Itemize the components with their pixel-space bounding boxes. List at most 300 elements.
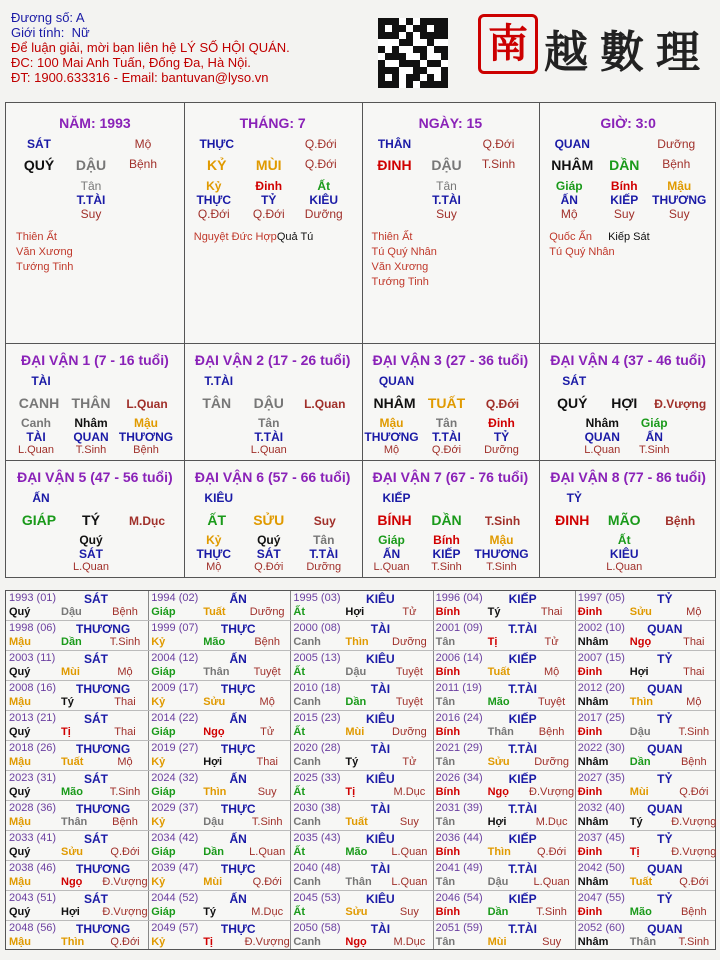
year-label: 2018 (26)	[9, 742, 57, 754]
pillar-ten-god: QUAN	[554, 137, 590, 151]
qr-module	[378, 60, 385, 67]
year-chi: Dậu	[203, 816, 224, 828]
qr-code[interactable]	[378, 18, 448, 88]
year-state: Tuyệt	[538, 696, 566, 708]
year-can: Mậu	[9, 636, 31, 648]
year-can: Giáp	[151, 846, 176, 858]
year-ten-god: KIẾP	[508, 592, 537, 606]
year-label: 2026 (34)	[435, 772, 483, 784]
year-ten-god: THỰC	[220, 622, 256, 636]
year-chi: Sửu	[61, 846, 84, 858]
year-cell[interactable]	[433, 711, 575, 741]
qr-module	[385, 25, 392, 32]
year-label: 2001 (09)	[435, 622, 483, 634]
hidden-ten-god: QUAN	[73, 430, 109, 444]
hidden-stem: Mậu	[667, 179, 692, 193]
year-chi: Dậu	[487, 876, 509, 888]
year-label: 2007 (15)	[577, 652, 625, 664]
year-chi: Dần	[203, 846, 224, 858]
year-ten-god: SÁT	[84, 772, 108, 786]
hidden-stem: Tân	[258, 416, 280, 430]
year-label: 2024 (32)	[151, 772, 199, 784]
year-ten-god: KIÊU	[366, 772, 395, 786]
qr-module	[420, 53, 427, 60]
year-cell[interactable]	[148, 861, 290, 891]
year-ten-god: TỶ	[657, 772, 673, 786]
year-cell[interactable]	[6, 831, 148, 861]
year-ten-god: QUAN	[647, 922, 683, 936]
dai-van-chi-state: L.Quan	[304, 397, 346, 411]
hidden-state: T.Sinh	[75, 444, 107, 456]
hidden-stem: Mậu	[134, 416, 158, 430]
year-cell[interactable]	[575, 891, 717, 921]
year-cell[interactable]	[148, 681, 290, 711]
year-label: 2035 (43)	[293, 832, 341, 844]
year-can: Đinh	[577, 666, 603, 678]
year-ten-god: THƯƠNG	[76, 862, 131, 876]
year-chi: Dần	[345, 696, 367, 708]
qr-module	[434, 74, 441, 81]
qr-module	[399, 39, 406, 46]
qr-module	[406, 18, 413, 25]
year-ten-god: QUAN	[647, 862, 683, 876]
year-cell[interactable]	[433, 651, 575, 681]
year-cell[interactable]	[148, 771, 290, 801]
year-label: 2033 (41)	[9, 832, 57, 844]
qr-module	[434, 81, 441, 88]
dai-van-chi-state: Q.Đới	[485, 397, 520, 411]
year-ten-god: TỶ	[657, 832, 673, 846]
year-ten-god: T.TÀI	[508, 862, 537, 876]
qr-module	[406, 60, 413, 67]
year-cell[interactable]	[290, 711, 432, 741]
year-chi: Dần	[61, 636, 82, 648]
year-ten-god: TỶ	[657, 592, 673, 606]
year-state: Q.Đới	[252, 876, 282, 888]
qr-module	[420, 39, 427, 46]
year-chi: Thìn	[203, 786, 227, 798]
year-chi: Thân	[487, 726, 514, 738]
pillar-0	[6, 103, 184, 343]
year-chi: Tý	[345, 756, 359, 768]
year-can: Bính	[435, 846, 461, 858]
hidden-state: T.Sinh	[486, 561, 517, 573]
star: Quả Tú	[276, 231, 314, 243]
year-chi: Mão	[203, 636, 226, 648]
year-ten-god: TÀI	[370, 682, 391, 696]
year-state: Tử	[544, 636, 559, 648]
year-cell[interactable]	[6, 741, 148, 771]
year-cell[interactable]	[575, 681, 717, 711]
year-can: Kỷ	[151, 876, 166, 888]
year-cell[interactable]	[290, 921, 432, 951]
year-can: Mậu	[9, 816, 31, 828]
year-ten-god: ẤN	[229, 652, 247, 666]
hidden-state: L.Quan	[72, 561, 110, 573]
year-state: T.Sinh	[678, 726, 710, 738]
year-cell[interactable]	[290, 681, 432, 711]
qr-module	[406, 81, 413, 88]
year-cell[interactable]	[148, 891, 290, 921]
pillar-ten-god: SÁT	[27, 137, 51, 151]
year-can: Canh	[293, 696, 321, 708]
dai-van-4	[539, 344, 717, 460]
qr-module	[406, 32, 413, 39]
year-state: Thai	[683, 666, 705, 678]
logo-text: 越數理	[544, 27, 712, 78]
year-cell[interactable]	[290, 741, 432, 771]
year-can: Mậu	[9, 936, 31, 948]
qr-module	[378, 74, 385, 81]
dai-van-3	[362, 344, 540, 460]
year-chi: Thìn	[345, 636, 369, 648]
qr-module	[406, 46, 413, 53]
year-state: T.Sinh	[251, 816, 283, 828]
hidden-stem: Bính	[610, 179, 638, 193]
pillar-title: NĂM: 1993	[59, 115, 131, 131]
hidden-state: Suy	[80, 207, 102, 221]
year-can: Canh	[293, 876, 321, 888]
year-cell[interactable]	[290, 801, 432, 831]
qr-module	[392, 46, 399, 53]
hidden-ten-god: TỶ	[493, 430, 510, 444]
year-cell[interactable]	[148, 801, 290, 831]
year-cell[interactable]	[433, 831, 575, 861]
year-state: Bệnh	[680, 756, 707, 768]
year-can: Giáp	[151, 786, 176, 798]
hidden-ten-god: THƯƠNG	[652, 193, 707, 207]
year-label: 2009 (17)	[151, 682, 199, 694]
qr-module	[399, 32, 406, 39]
year-cell[interactable]	[290, 651, 432, 681]
year-ten-god: T.TÀI	[508, 742, 537, 756]
year-cell[interactable]	[290, 891, 432, 921]
hidden-stem: Ất	[317, 179, 331, 193]
qr-module	[399, 18, 406, 25]
year-cell[interactable]	[433, 861, 575, 891]
year-label: 2017 (25)	[577, 712, 625, 724]
year-state: Q.Đới	[110, 846, 140, 858]
year-cell[interactable]	[575, 831, 717, 861]
year-label: 2043 (51)	[9, 892, 57, 904]
year-ten-god: QUAN	[647, 622, 683, 636]
year-state: Bệnh	[254, 636, 281, 648]
dai-van-can: BÍNH	[377, 512, 412, 528]
qr-module	[441, 67, 448, 74]
year-can: Bính	[435, 786, 461, 798]
year-chi: Hợi	[487, 816, 507, 828]
dai-van-can: GIÁP	[21, 512, 57, 528]
hidden-stem: Nhâm	[74, 416, 108, 430]
year-cell[interactable]	[6, 861, 148, 891]
hidden-ten-god: TÀI	[26, 430, 46, 444]
year-label: 2041 (49)	[435, 862, 483, 874]
year-state: L.Quan	[249, 846, 286, 858]
qr-module	[420, 60, 427, 67]
year-label: 2022 (30)	[577, 742, 625, 754]
star: Tướng Tinh	[371, 276, 429, 288]
year-chi: Dậu	[61, 606, 82, 618]
year-cell[interactable]	[148, 651, 290, 681]
year-cell[interactable]	[575, 711, 717, 741]
year-can: Nhâm	[577, 876, 609, 888]
qr-module	[399, 53, 406, 60]
year-cell[interactable]	[575, 741, 717, 771]
year-can: Canh	[293, 936, 321, 948]
qr-module	[399, 60, 406, 67]
year-can: Giáp	[151, 906, 176, 918]
qr-module	[427, 39, 434, 46]
dai-van-ten-god: T.TÀI	[204, 374, 234, 388]
year-chi: Hợi	[629, 666, 649, 678]
hidden-state: L.Quan	[584, 444, 621, 456]
year-cell[interactable]	[433, 891, 575, 921]
star: Văn Xương	[371, 261, 429, 273]
year-cell[interactable]	[148, 711, 290, 741]
qr-module	[420, 74, 427, 81]
hidden-state: Q.Đới	[254, 561, 284, 573]
year-cell[interactable]	[575, 801, 717, 831]
year-state: Đ.Vượng	[671, 846, 717, 858]
year-state: Tử	[402, 606, 417, 618]
year-cell[interactable]	[6, 651, 148, 681]
pillar-can: KỶ	[207, 157, 227, 173]
year-label: 2048 (56)	[9, 922, 57, 934]
dai-van-can: QUÝ	[557, 395, 588, 411]
year-chi: Dậu	[345, 666, 367, 678]
pillar-chi-state: Bệnh	[662, 157, 691, 171]
qr-module	[434, 46, 441, 53]
qr-module	[441, 81, 448, 88]
year-cell[interactable]	[575, 771, 717, 801]
year-cell[interactable]	[575, 861, 717, 891]
year-ten-god: QUAN	[647, 682, 683, 696]
year-ten-god: THƯƠNG	[76, 682, 131, 696]
qr-module	[413, 81, 420, 88]
year-label: 2050 (58)	[293, 922, 341, 934]
qr-module	[385, 39, 392, 46]
year-label: 2006 (14)	[435, 652, 483, 664]
year-state: T.Sinh	[109, 636, 141, 648]
year-cell[interactable]	[148, 831, 290, 861]
hidden-ten-god: T.TÀI	[309, 547, 339, 561]
year-cell[interactable]	[575, 591, 717, 621]
year-cell[interactable]	[6, 921, 148, 951]
year-chi: Thìn	[61, 936, 85, 948]
pillar-chi-state: Bệnh	[128, 157, 158, 171]
year-label: 2012 (20)	[577, 682, 625, 694]
star: Tú Quý Nhân	[371, 246, 437, 258]
year-cell[interactable]	[433, 921, 575, 951]
pillar-chi: DẬU	[431, 157, 462, 173]
year-cell[interactable]	[433, 741, 575, 771]
year-ten-god: THƯƠNG	[76, 622, 131, 636]
year-cell[interactable]	[148, 621, 290, 651]
year-cell[interactable]	[148, 921, 290, 951]
year-cell[interactable]	[290, 771, 432, 801]
dai-van-chi-state: Suy	[313, 514, 336, 528]
qr-module	[441, 74, 448, 81]
hidden-stem: Mậu	[489, 533, 514, 547]
year-cell[interactable]	[6, 801, 148, 831]
year-ten-god: TỶ	[657, 652, 673, 666]
hidden-stem: Tân	[313, 533, 335, 547]
year-state: Q.Đới	[679, 876, 709, 888]
pillar-can: NHÂM	[551, 157, 594, 173]
year-label: 2045 (53)	[293, 892, 341, 904]
year-cell[interactable]	[433, 771, 575, 801]
year-state: Tuyệt	[253, 666, 281, 678]
year-cell[interactable]	[6, 771, 148, 801]
dai-van-title: ĐẠI VẬN 5 (47 - 56 tuổi)	[17, 469, 173, 485]
year-label: 2015 (23)	[293, 712, 341, 724]
year-can: Quý	[9, 786, 31, 798]
year-can: Bính	[435, 906, 461, 918]
hidden-ten-god: THƯƠNG	[364, 430, 419, 444]
year-cell[interactable]	[6, 891, 148, 921]
year-cell[interactable]	[290, 831, 432, 861]
hidden-ten-god: T.TÀI	[254, 430, 284, 444]
year-label: 2028 (36)	[9, 802, 57, 814]
pillar-can-state: Mộ	[134, 137, 152, 151]
year-chi: Tị	[61, 726, 71, 738]
year-state: Mộ	[117, 666, 133, 678]
year-cell[interactable]	[6, 591, 148, 621]
year-can: Canh	[293, 756, 321, 768]
year-chi: Dần	[487, 906, 509, 918]
dai-van-can: ĐINH	[555, 512, 590, 528]
qr-module	[392, 32, 399, 39]
hidden-ten-god: SÁT	[256, 547, 281, 561]
year-chi: Tuất	[487, 666, 510, 678]
year-chi: Tý	[629, 816, 643, 828]
contact-invite: Để luận giải, mời bạn liên hệ LÝ SỐ HỘI QUÁN.	[11, 40, 290, 55]
year-ten-god: KIÊU	[366, 892, 395, 906]
year-cell[interactable]	[6, 681, 148, 711]
hidden-stem: Giáp	[555, 179, 583, 193]
year-cell[interactable]	[290, 621, 432, 651]
hidden-ten-god: THỰC	[196, 547, 232, 561]
year-label: 2021 (29)	[435, 742, 483, 754]
year-chi: Mão	[629, 906, 652, 918]
hidden-stem: Kỷ	[206, 179, 222, 193]
hidden-ten-god: T.TÀI	[432, 430, 461, 444]
year-chi: Tuất	[629, 876, 653, 888]
year-ten-god: KIẾP	[508, 892, 537, 906]
qr-module	[413, 18, 420, 25]
year-cell[interactable]	[433, 591, 575, 621]
year-ten-god: THỰC	[220, 742, 256, 756]
year-label: 1999 (07)	[151, 622, 199, 634]
hidden-stem: Mậu	[379, 416, 404, 430]
year-label: 2037 (45)	[577, 832, 625, 844]
dai-van-chi: DẦN	[431, 512, 462, 528]
qr-module	[399, 74, 406, 81]
qr-module	[385, 60, 392, 67]
year-can: Ất	[293, 666, 305, 678]
year-cell[interactable]	[575, 651, 717, 681]
qr-module	[385, 67, 392, 74]
year-chi: Thìn	[629, 696, 654, 708]
qr-module	[378, 39, 385, 46]
year-chi: Mão	[61, 786, 83, 798]
qr-module	[385, 81, 392, 88]
year-cell[interactable]	[290, 861, 432, 891]
year-cell[interactable]	[433, 681, 575, 711]
year-chi: Sửu	[487, 756, 510, 768]
star: Nguyệt Đức Hợp	[193, 231, 277, 243]
dai-van-2	[184, 344, 362, 460]
year-label: 2036 (44)	[435, 832, 483, 844]
dai-van-chi: TÝ	[82, 512, 100, 528]
year-chi: Sửu	[629, 606, 652, 618]
year-label: 1994 (02)	[151, 592, 199, 604]
year-label: 2042 (50)	[577, 862, 625, 874]
year-cell[interactable]	[6, 711, 148, 741]
header	[11, 10, 290, 85]
year-cell[interactable]	[6, 621, 148, 651]
dai-van-ten-god: KIÊU	[204, 491, 234, 505]
year-cell[interactable]	[290, 591, 432, 621]
dai-van-ten-god: TỶ	[566, 491, 582, 505]
hidden-state: T.Sinh	[431, 561, 462, 573]
year-can: Mậu	[9, 876, 31, 888]
year-cell[interactable]	[575, 621, 717, 651]
year-chi: Ngọ	[487, 786, 509, 798]
year-cell[interactable]	[148, 591, 290, 621]
year-ten-god: QUAN	[647, 802, 683, 816]
year-state: M.Dục	[393, 786, 426, 798]
year-cell[interactable]	[575, 921, 717, 951]
year-label: 2005 (13)	[293, 652, 341, 664]
year-chi: Mùi	[487, 936, 507, 948]
year-can: Đinh	[577, 906, 603, 918]
year-label: 2038 (46)	[9, 862, 57, 874]
pillar-1	[184, 103, 362, 343]
year-label: 2014 (22)	[151, 712, 199, 724]
dai-van-5	[6, 461, 184, 577]
dai-van-title: ĐẠI VẬN 3 (27 - 36 tuổi)	[372, 352, 529, 368]
dai-van-8	[539, 461, 717, 577]
year-ten-god: THỰC	[220, 862, 256, 876]
dai-van-ten-god: TÀI	[31, 374, 51, 388]
hidden-ten-god: TỶ	[261, 193, 277, 207]
qr-module	[399, 25, 406, 32]
year-chi: Mão	[487, 696, 510, 708]
qr-module	[434, 67, 441, 74]
year-cell[interactable]	[433, 621, 575, 651]
year-can: Đinh	[577, 846, 603, 858]
hidden-ten-god: THỰC	[196, 193, 232, 207]
dai-van-title: ĐẠI VẬN 1 (7 - 16 tuổi)	[20, 352, 169, 368]
year-cell[interactable]	[148, 741, 290, 771]
hidden-stem: Giáp	[640, 416, 668, 430]
year-ten-god: THƯƠNG	[76, 802, 131, 816]
hidden-state: Dưỡng	[484, 444, 519, 456]
year-state: Dưỡng	[392, 636, 427, 648]
qr-module	[385, 53, 392, 60]
year-state: Tuyệt	[395, 666, 423, 678]
year-cell[interactable]	[433, 801, 575, 831]
year-ten-god: KIẾP	[508, 652, 537, 666]
year-state: T.Sinh	[678, 936, 710, 948]
qr-module	[378, 18, 385, 25]
year-can: Mậu	[9, 756, 31, 768]
hidden-stem: Giáp	[378, 533, 405, 547]
year-state: Bệnh	[680, 906, 707, 918]
star: Tướng Tinh	[16, 261, 74, 273]
year-chi: Tuất	[345, 816, 368, 828]
